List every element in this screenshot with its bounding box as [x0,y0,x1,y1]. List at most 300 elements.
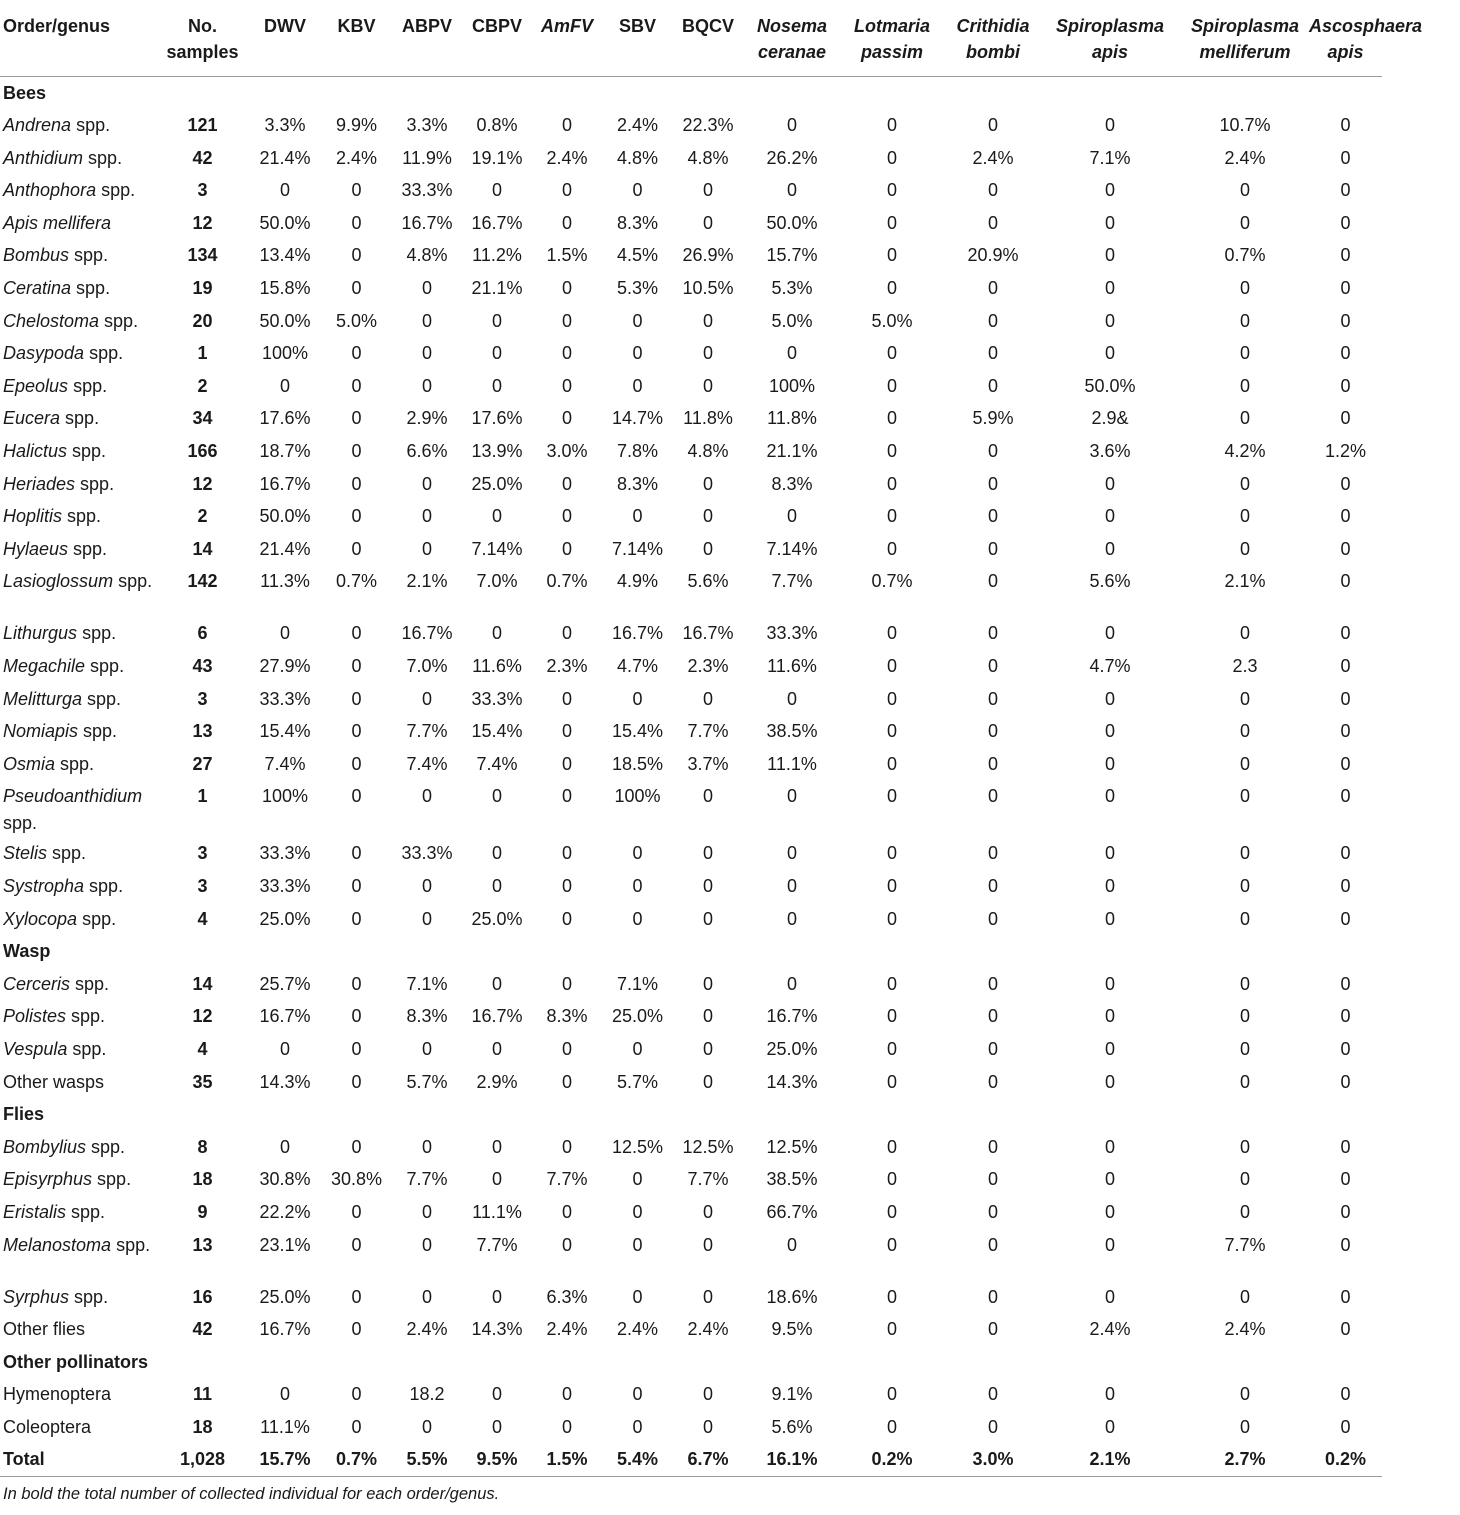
sample-count: 2 [197,375,208,396]
prevalence-cell: 0 [987,1234,998,1255]
prevalence-cell: 0 [1239,753,1250,774]
prevalence-cell: 0 [786,180,797,201]
taxon-suffix: spp. [86,1136,126,1157]
sample-count: 12 [192,473,213,494]
prevalence-cell: 0 [1340,1071,1351,1092]
prevalence-cell: 0 [491,1169,502,1190]
prevalence-cell: 0 [987,538,998,559]
prevalence-cell: 0 [351,245,362,266]
prevalence-cell: 16.7% [471,212,523,233]
prevalence-cell: 0.7% [871,571,913,592]
sample-count: 8 [197,1136,208,1157]
prevalence-cell: 25.0% [611,1006,664,1027]
genus-name: Systropha [3,875,85,896]
taxon-suffix: spp. [66,1201,106,1222]
total-row [0,1443,1382,1476]
table-row [0,1313,1382,1346]
prevalence-cell: 0 [351,1006,362,1027]
prevalence-cell: 0 [421,375,432,396]
prevalence-cell: 0 [786,973,797,994]
prevalence-cell: 0 [702,1201,713,1222]
prevalence-cell: 16.7% [766,1006,818,1027]
prevalence-cell: 7.1% [616,973,659,994]
prevalence-cell: 0 [1340,1416,1351,1437]
prevalence-cell: 0.7% [546,571,588,592]
prevalence-cell: 0 [702,343,713,364]
prevalence-cell: 0 [351,688,362,709]
prevalence-cell: 0 [632,908,643,929]
prevalence-cell: 5.0% [871,310,913,331]
prevalence-cell: 0 [561,908,572,929]
prevalence-cell: 21.4% [259,538,311,559]
sample-count: 20 [192,310,213,331]
prevalence-cell: 0 [351,1071,362,1092]
sample-count: 35 [192,1071,213,1092]
prevalence-cell: 0 [886,441,897,462]
taxon-name [0,1229,160,1281]
prevalence-cell: 7.4% [406,753,448,774]
prevalence-cell: 0 [1104,1201,1115,1222]
prevalence-cell: 0 [1239,1006,1250,1027]
prevalence-cell: 0 [632,1234,643,1255]
prevalence-cell: 0 [987,506,998,527]
total-prevalence-cell: 9.5% [466,1443,528,1476]
prevalence-cell: 0 [1340,688,1351,709]
genus-name: Melanostoma [3,1234,112,1255]
prevalence-cell: 0 [421,278,432,299]
prevalence-cell: 0 [632,180,643,201]
prevalence-cell: 14.3% [766,1071,818,1092]
taxon-suffix: spp. [67,1038,107,1059]
prevalence-cell: 2.1% [1224,571,1266,592]
prevalence-cell: 13.4% [259,245,311,266]
header-line: ceranae [757,42,827,62]
prevalence-cell: 30.8% [259,1169,311,1190]
prevalence-cell: 13.9% [471,441,523,462]
prevalence-cell: 0 [987,1319,998,1340]
prevalence-cell: 0 [561,1038,572,1059]
prevalence-cell: 0 [1104,538,1115,559]
prevalence-cell: 22.2% [259,1201,311,1222]
table-row [0,870,1382,903]
prevalence-cell: 0 [702,875,713,896]
table-row [0,565,1382,617]
header-pathogen [837,0,947,77]
prevalence-cell: 7.4% [476,753,518,774]
prevalence-cell: 11.1% [767,753,817,774]
prevalence-cell: 7.7% [687,1169,729,1190]
prevalence-cell: 0 [351,656,362,676]
taxon-name [0,780,160,837]
prevalence-cell: 0 [561,506,572,527]
prevalence-cell: 2.9% [476,1071,518,1092]
taxon-name [0,1411,160,1444]
total-prevalence-cell: 0.2% [1309,1443,1382,1476]
table-row [0,207,1382,240]
prevalence-cell: 33.3% [259,843,311,864]
prevalence-cell: 7.4% [264,753,306,774]
prevalence-cell: 0 [987,343,998,364]
prevalence-cell: 17.6% [471,408,523,429]
header-line: Nosema [756,16,828,36]
genus-name: Halictus [3,441,68,462]
genus-name: Cerceris [3,973,71,994]
genus-name: Nomiapis [3,721,79,742]
prevalence-cell: 0 [421,1416,432,1437]
prevalence-cell: 0 [632,688,643,709]
header-line: Crithidia [956,16,1030,36]
prevalence-cell: 0 [886,1286,897,1307]
total-prevalence-cell: 1.5% [528,1443,606,1476]
prevalence-cell: 0 [1104,1234,1115,1255]
taxon-name [0,305,160,338]
prevalence-cell: 0 [1340,786,1351,807]
prevalence-cell: 0 [491,310,502,331]
prevalence-cell: 0 [702,843,713,864]
prevalence-cell: 0 [987,908,998,929]
table-body [0,77,1382,1477]
prevalence-cell: 0 [351,375,362,396]
prevalence-cell: 0 [1239,875,1250,896]
prevalence-cell: 0 [987,1416,998,1437]
prevalence-cell: 0 [886,343,897,364]
table-footnote: In bold the total number of collected individual for each order/genus. [3,1484,500,1503]
prevalence-cell: 22.3% [682,115,734,136]
prevalence-cell: 7.7% [406,721,448,742]
prevalence-cell: 0 [279,180,290,201]
prevalence-cell: 0 [1340,1319,1351,1340]
prevalence-cell: 0 [491,506,502,527]
prevalence-cell: 0 [491,1038,502,1059]
prevalence-cell: 2.4% [406,1319,448,1340]
prevalence-cell: 2.4% [687,1319,729,1340]
taxon-name [0,500,160,533]
prevalence-cell: 33.3% [259,875,311,896]
prevalence-cell: 16.7% [611,623,664,644]
sample-count: 6 [197,623,208,644]
total-count: 1,028 [160,1443,245,1476]
prevalence-cell: 0 [1239,786,1250,807]
prevalence-cell: 0 [1104,786,1115,807]
genus-name: Megachile [3,656,86,676]
prevalence-cell: 0 [491,375,502,396]
prevalence-cell: 4.2% [1224,441,1266,462]
genus-name: Osmia [3,753,56,774]
prevalence-cell: 7.14% [611,538,664,559]
sample-count: 3 [197,843,208,864]
table-row [0,903,1382,936]
sample-count: 3 [197,875,208,896]
prevalence-cell: 3.7% [687,753,729,774]
prevalence-cell: 11.2% [472,245,522,266]
prevalence-cell: 0 [351,473,362,494]
header-line: AmFV [540,16,593,36]
prevalence-cell: 0 [987,786,998,807]
header-pathogen [528,0,606,77]
sample-count: 1 [197,786,208,807]
prevalence-cell: 0 [351,212,362,233]
prevalence-cell: 0 [1340,875,1351,896]
genus-name: Polistes [3,1006,67,1027]
header-line: Spiroplasma [1055,16,1165,36]
prevalence-cell: 2.4% [546,147,588,168]
prevalence-cell: 0 [886,1038,897,1059]
prevalence-cell: 0 [1104,180,1115,201]
header-pathogen [669,0,747,77]
prevalence-cell: 14.3% [259,1071,311,1092]
prevalence-cell: 0 [987,1169,998,1190]
prevalence-cell: 0 [561,1201,572,1222]
prevalence-cell: 0 [886,973,897,994]
prevalence-cell: 0 [632,1169,643,1190]
genus-name: Stelis [3,843,48,864]
sample-count: 142 [187,571,218,592]
prevalence-cell: 5.6% [771,1416,813,1437]
table-row [0,650,1382,683]
prevalence-cell: 33.3% [401,180,453,201]
prevalence-cell: 0 [632,506,643,527]
prevalence-cell: 0 [1104,908,1115,929]
sample-count: 2 [197,506,208,527]
prevalence-cell: 6.3% [546,1286,588,1307]
taxon-name [0,1313,160,1346]
prevalence-cell: 0 [987,973,998,994]
genus-name: Episyrphus [3,1169,93,1190]
sample-count: 18 [192,1416,213,1437]
prevalence-cell: 11.1% [472,1201,522,1222]
prevalence-cell: 23.1% [259,1234,311,1255]
prevalence-cell: 100% [614,786,661,807]
prevalence-cell: 0 [702,375,713,396]
prevalence-cell: 12.5% [766,1136,818,1157]
header-order-genus [0,0,160,77]
header-pathogen [245,0,325,77]
taxon-suffix: spp. [84,343,124,364]
prevalence-cell: 16.7% [259,1319,311,1340]
prevalence-cell: 0 [421,1201,432,1222]
prevalence-cell: 0 [561,1071,572,1092]
prevalence-cell: 0 [1340,1286,1351,1307]
prevalence-cell: 16.7% [259,1006,311,1027]
header-line: CBPV [471,16,522,36]
prevalence-cell: 0 [987,753,998,774]
group-row [0,1346,1382,1379]
prevalence-cell: 0 [1239,278,1250,299]
total-prevalence-cell: 2.1% [1039,1443,1181,1476]
prevalence-cell: 0 [1104,1169,1115,1190]
sample-count: 42 [192,1319,213,1340]
taxon-suffix: Other flies [3,1319,86,1340]
prevalence-cell: 0 [1340,973,1351,994]
taxon-suffix: spp. [69,245,109,266]
header-line: Lotmaria [853,16,931,36]
total-prevalence-cell: 5.5% [388,1443,466,1476]
prevalence-cell: 5.9% [972,408,1014,429]
taxon-name [0,1281,160,1314]
prevalence-cell: 0 [632,1416,643,1437]
genus-name: Eristalis [3,1201,67,1222]
prevalence-cell: 0 [561,278,572,299]
table-row [0,1163,1382,1196]
sample-count: 4 [197,1038,208,1059]
taxon-suffix: spp. [84,875,124,896]
prevalence-cell: 0 [351,1038,362,1059]
taxon-name [0,650,160,683]
prevalence-cell: 0 [786,843,797,864]
prevalence-cell: 0 [1104,1416,1115,1437]
header-line: apis [1327,42,1364,62]
prevalence-cell: 0 [351,1234,362,1255]
prevalence-cell: 11.9% [402,147,452,168]
table-row [0,402,1382,435]
prevalence-cell: 18.7% [259,441,311,462]
header-pathogen [325,0,388,77]
prevalence-cell: 0 [1239,473,1250,494]
header-line: No. [188,16,217,36]
prevalence-cell: 2.4% [616,1319,659,1340]
prevalence-cell: 0 [786,343,797,364]
taxon-suffix: spp. [68,538,108,559]
sample-count: 42 [192,147,213,168]
prevalence-cell: 0 [351,1286,362,1307]
prevalence-cell: 2.4% [546,1319,588,1340]
prevalence-cell: 0 [1104,473,1115,494]
prevalence-cell: 0 [987,1038,998,1059]
taxon-name [0,748,160,781]
taxon-name [0,1000,160,1033]
prevalence-cell: 0 [1340,375,1351,396]
prevalence-cell: 0 [632,1038,643,1059]
prevalence-cell: 0 [421,908,432,929]
prevalence-cell: 7.7% [406,1169,448,1190]
prevalence-cell: 0 [886,688,897,709]
prevalence-cell: 2.9% [406,408,448,429]
prevalence-cell: 9.5% [771,1319,813,1340]
group-label: Wasp [3,941,51,962]
prevalence-cell: 15.4% [259,721,311,742]
taxon-name [0,837,160,870]
prevalence-cell: 0 [632,375,643,396]
prevalence-cell: 0 [1340,1038,1351,1059]
prevalence-cell: 14.3% [471,1319,523,1340]
prevalence-cell: 3.0% [546,441,588,462]
prevalence-cell: 0 [1104,1384,1115,1405]
prevalence-cell: 0 [561,1384,572,1405]
prevalence-cell: 0 [702,1384,713,1405]
taxon-name [0,565,160,617]
table-row [0,715,1382,748]
prevalence-cell: 0 [279,1038,290,1059]
taxon-suffix: spp. [70,973,110,994]
prevalence-cell: 0 [632,1384,643,1405]
sample-count: 3 [197,688,208,709]
prevalence-cell: 33.3% [766,623,818,644]
prevalence-cell: 0 [491,843,502,864]
table-row [0,780,1382,837]
taxon-name [0,207,160,240]
prevalence-cell: 0 [561,721,572,742]
prevalence-cell: 25.0% [471,473,523,494]
prevalence-cell: 0 [351,1201,362,1222]
prevalence-cell: 0 [1340,147,1351,168]
total-prevalence-cell: 15.7% [245,1443,325,1476]
group-label: Other pollinators [3,1351,149,1372]
sample-count: 16 [192,1286,213,1307]
prevalence-cell: 0 [1104,115,1115,136]
prevalence-cell: 0 [491,343,502,364]
prevalence-cell: 0 [702,908,713,929]
prevalence-cell: 0 [421,1038,432,1059]
taxon-name [0,870,160,903]
prevalence-cell: 0 [886,180,897,201]
prevalence-cell: 0 [786,786,797,807]
taxon-name [0,468,160,501]
genus-name: Ceratina [3,278,72,299]
prevalence-cell: 0 [1104,506,1115,527]
prevalence-cell: 0 [1104,721,1115,742]
prevalence-cell: 0 [561,473,572,494]
prevalence-cell: 0 [351,875,362,896]
prevalence-cell: 0 [351,1136,362,1157]
genus-name: Anthophora [3,180,97,201]
header-line: bombi [966,42,1020,62]
sample-count: 3 [197,180,208,201]
prevalence-cell: 0 [1239,212,1250,233]
prevalence-cell: 0 [351,623,362,644]
taxon-suffix: spp. [60,408,100,429]
taxon-suffix: spp. [62,506,102,527]
prevalence-cell: 0 [491,1286,502,1307]
prevalence-cell: 0 [491,1136,502,1157]
table-row [0,748,1382,781]
sample-count: 27 [192,753,213,774]
taxon-suffix: spp. [83,147,123,168]
prevalence-cell: 0 [421,310,432,331]
taxon-name [0,337,160,370]
prevalence-cell: 0 [702,1234,713,1255]
prevalence-cell: 0 [632,310,643,331]
prevalence-cell: 0 [351,753,362,774]
prevalence-cell: 0 [1239,1201,1250,1222]
prevalence-cell: 0 [561,1136,572,1157]
taxon-suffix: Hymenoptera [3,1384,112,1405]
prevalence-cell: 0 [491,623,502,644]
header-line: Spiroplasma [1190,16,1300,36]
prevalence-cell: 0 [561,843,572,864]
prevalence-cell: 0 [421,473,432,494]
prevalence-cell: 50.0% [259,310,311,331]
prevalence-cell: 7.7% [687,721,729,742]
prevalence-cell: 0 [279,1384,290,1405]
prevalence-cell: 12.5% [682,1136,734,1157]
prevalence-cell: 0 [987,1006,998,1027]
taxon-suffix: spp. [111,1234,151,1255]
prevalence-cell: 33.3% [471,688,523,709]
prevalence-cell: 0 [561,310,572,331]
prevalence-cell: 0 [351,343,362,364]
prevalence-cell: 0 [702,212,713,233]
header-pathogen [1181,0,1309,77]
table-row [0,1411,1382,1444]
prevalence-cell: 3.6% [1089,441,1131,462]
prevalence-cell: 15.8% [259,278,311,299]
prevalence-cell: 0 [351,441,362,462]
prevalence-cell: 0 [702,180,713,201]
prevalence-cell: 0 [702,506,713,527]
taxon-suffix: spp. [96,180,136,201]
prevalence-cell: 0 [632,875,643,896]
total-prevalence-cell: 0.2% [837,1443,947,1476]
